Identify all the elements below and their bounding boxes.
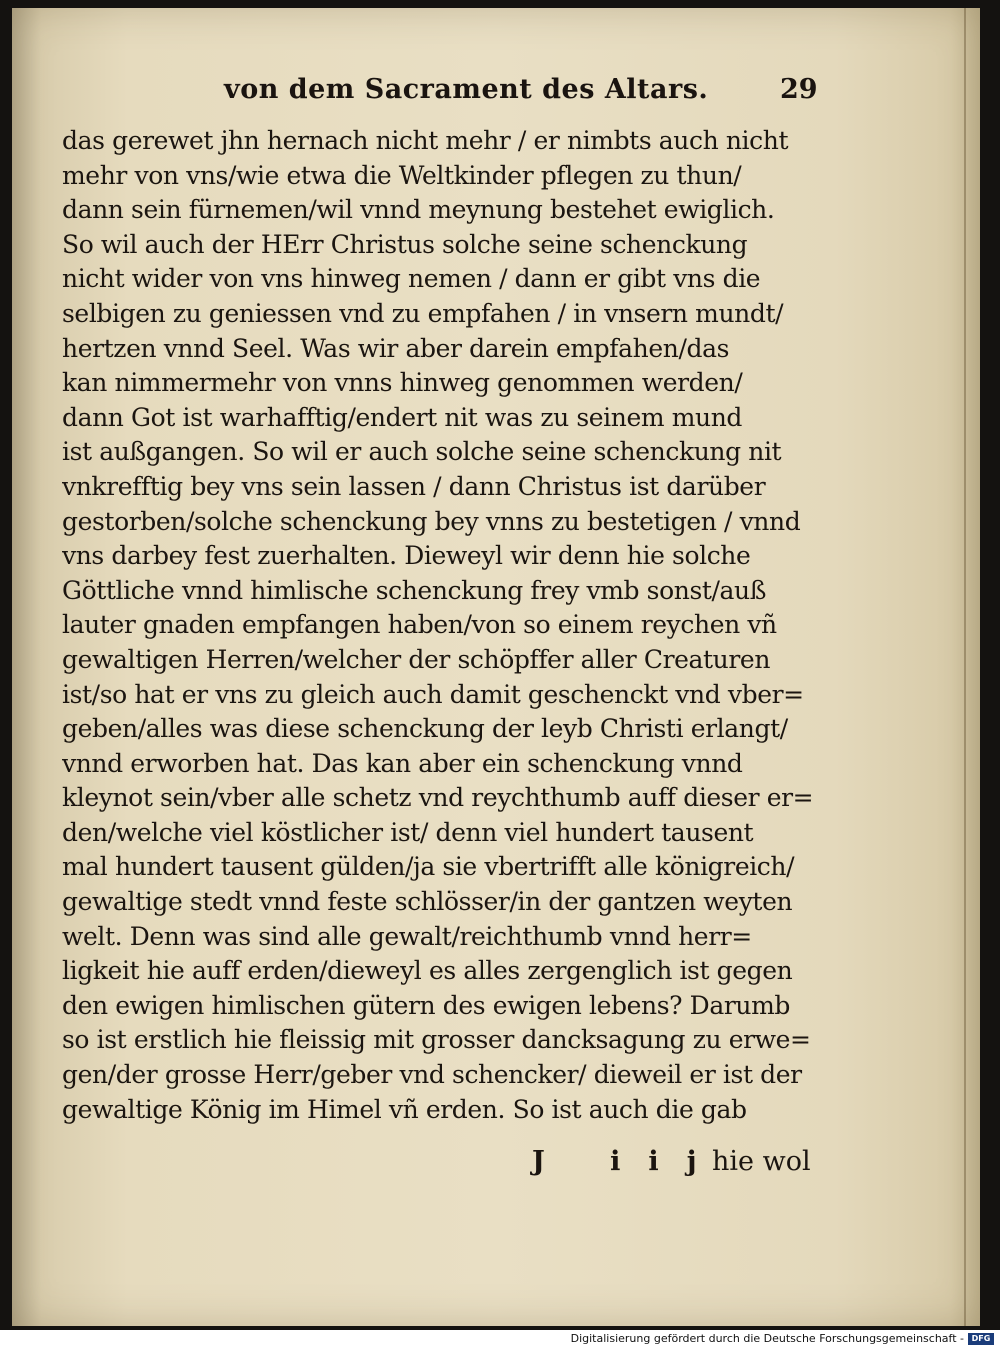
text-line: vnkrefftig bey vns sein lassen / dann Christus ist darüber [62, 471, 766, 501]
catchword: hie wol [712, 1146, 811, 1177]
body-text [62, 124, 832, 1127]
text-line: dann sein fürnemen/wil vnnd meynung bestehet ewiglich. [62, 195, 775, 225]
text-line: gen/der grosse Herr/geber vnd schencker/ dieweil er ist der [62, 1060, 802, 1090]
text-line: gewaltigen Herren/welcher der schöpffer aller Creaturen [62, 644, 771, 674]
text-line: lauter gnaden empfangen haben/von so einem reychen vñ [62, 610, 777, 640]
page-footer [12, 1146, 980, 1186]
text-line: kleynot sein/vber alle schetz vnd reychthumb auff dieser er= [62, 783, 814, 813]
running-title: von dem Sacrament des Altars. [224, 74, 709, 105]
text-line: so ist erstlich hie fleissig mit grosser dancksagung zu erwe= [62, 1025, 811, 1055]
text-line: mal hundert tausent gülden/ja sie vbertrifft alle königreich/ [62, 852, 795, 882]
text-line: selbigen zu geniessen vnd zu empfahen / in vnsern mundt/ [62, 298, 784, 328]
credit-bar [0, 1330, 1000, 1348]
text-line: ist außgangen. So wil er auch solche seine schenckung nit [62, 437, 782, 467]
text-line: das gerewet jhn hernach nicht mehr / er nimbts auch nicht [62, 126, 789, 155]
credit-text: Digitalisierung gefördert durch die Deutsche Forschungsgemeinschaft - [570, 1332, 964, 1345]
text-line: geben/alles was diese schenckung der leyb Christi erlangt/ [62, 714, 788, 744]
text-line: den/welche viel köstlicher ist/ denn viel hundert tausent [62, 817, 754, 847]
text-line: kan nimmermehr von vnns hinweg genommen werden/ [62, 368, 743, 398]
dfg-logo: DFG [968, 1333, 994, 1345]
text-line: den ewigen himlischen gütern des ewigen lebens? Darumb [62, 990, 790, 1020]
text-line: ligkeit hie auff erden/dieweyl es alles zergenglich ist gegen [62, 956, 793, 986]
running-head [12, 74, 980, 114]
text-line: dann Got ist warhafftig/endert nit was zu seinem mund [62, 402, 743, 432]
text-line: ist/so hat er vns zu gleich auch damit geschenckt vnd vber= [62, 679, 804, 709]
text-line: gewaltige König im Himel vñ erden. So ist auch die gab [62, 1094, 747, 1124]
text-line: hertzen vnnd Seel. Was wir aber darein empfahen/das [62, 333, 730, 363]
page-number: 29 [780, 74, 818, 105]
text-line: nicht wider von vns hinweg nemen / dann er gibt vns die [62, 264, 761, 294]
text-line: So wil auch der HErr Christus solche seine schenckung [62, 229, 748, 259]
text-line: Göttliche vnnd himlische schenckung frey vmb sonst/auß [62, 575, 767, 605]
text-line: gestorben/solche schenckung bey vnns zu bestetigen / vnnd [62, 506, 801, 536]
book-page [12, 8, 980, 1326]
text-line: vnnd erworben hat. Das kan aber ein schenckung vnnd [62, 748, 743, 778]
text-line: mehr von vns/wie etwa die Weltkinder pflegen zu thun/ [62, 160, 742, 190]
text-line: gewaltige stedt vnnd feste schlösser/in der gantzen weyten [62, 887, 793, 917]
text-line: vns darbey fest zuerhalten. Dieweyl wir denn hie solche [62, 541, 751, 571]
signature-mark: J iij [532, 1146, 725, 1177]
text-line: welt. Denn was sind alle gewalt/reichthumb vnnd herr= [62, 921, 752, 951]
